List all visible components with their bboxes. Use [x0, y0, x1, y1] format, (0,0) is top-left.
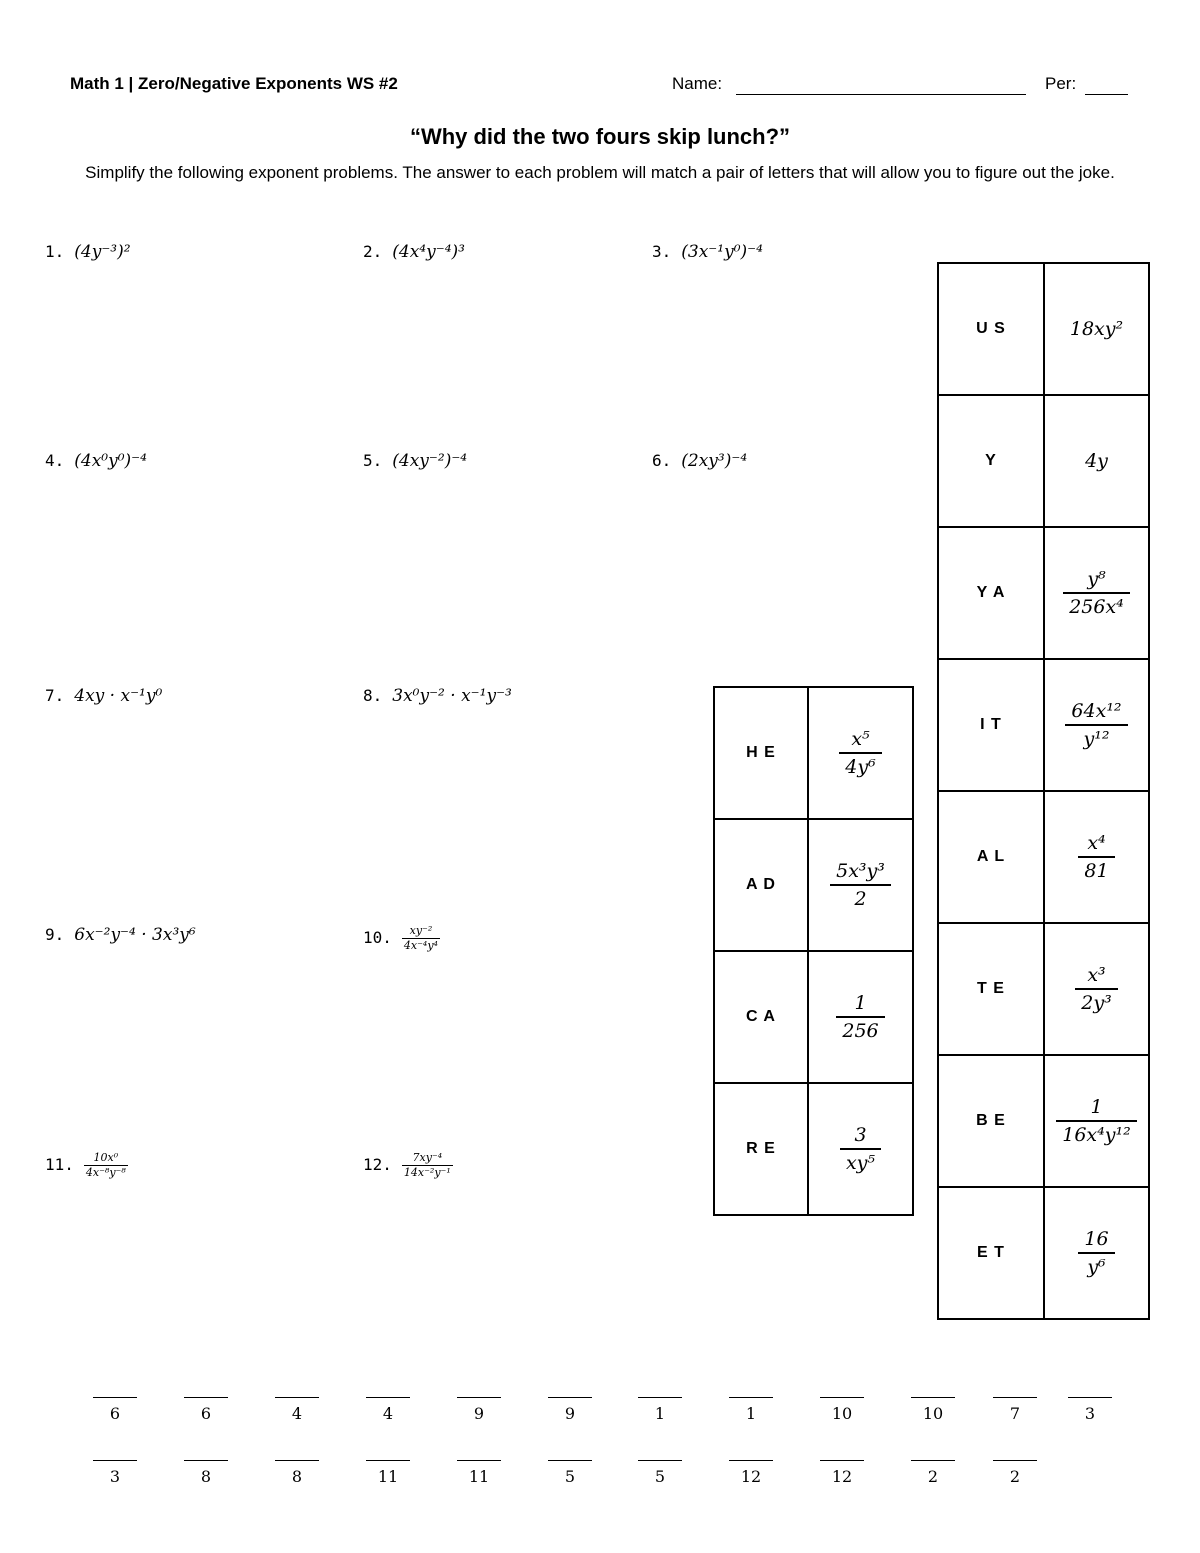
- problem-2: [363, 242, 465, 262]
- problem-fraction: [402, 1152, 453, 1179]
- letter-pair: B E: [938, 1055, 1044, 1187]
- blank-problem-number: 10: [831, 1404, 853, 1423]
- expression-text: 4y: [1085, 450, 1108, 472]
- problem-4: [45, 451, 147, 471]
- problem-1: [45, 242, 131, 262]
- blank-problem-number: 2: [927, 1467, 939, 1486]
- blank-problem-number: 1: [745, 1404, 757, 1423]
- letter-pair: T E: [938, 923, 1044, 1055]
- answer-expression: [808, 819, 913, 951]
- problem-11: [45, 1152, 128, 1179]
- answer-blank[interactable]: [93, 1397, 137, 1423]
- blank-problem-number: 2: [1009, 1467, 1021, 1486]
- fraction-numerator: x³: [1075, 964, 1117, 990]
- instructions: Simplify the following exponent problems. The answer to each problem will match a pair of letters that will allow you to figure out the joke.: [85, 163, 1115, 182]
- letter-pair: I T: [938, 659, 1044, 791]
- period-field-line[interactable]: [1085, 94, 1128, 95]
- fraction-numerator: 1: [1056, 1096, 1136, 1122]
- answer-blank[interactable]: [729, 1460, 773, 1486]
- problem-10: [363, 925, 440, 952]
- problem-number: 8.: [363, 686, 383, 705]
- problem-expression: (4x⁰y⁰)⁻⁴: [74, 451, 147, 471]
- name-field-line[interactable]: [736, 94, 1026, 95]
- fraction-denominator: 4x⁻⁸y⁻⁸: [85, 1166, 126, 1179]
- fraction-numerator: 1: [836, 992, 884, 1018]
- answer-expression: [808, 1083, 913, 1215]
- problem-number: 11.: [45, 1155, 74, 1174]
- letter-pair: U S: [938, 263, 1044, 395]
- blank-problem-number: 12: [831, 1467, 853, 1486]
- answer-blank[interactable]: [820, 1460, 864, 1486]
- blank-problem-number: 6: [109, 1404, 121, 1423]
- problem-number: 10.: [363, 928, 392, 947]
- letter-pair: C A: [714, 951, 808, 1083]
- letter-pair: R E: [714, 1083, 808, 1215]
- problem-3: [652, 242, 763, 262]
- letter-pair: A D: [714, 819, 808, 951]
- fraction-denominator: 14x⁻²y⁻¹: [403, 1166, 451, 1179]
- answer-expression: [1044, 263, 1149, 395]
- blank-problem-number: 6: [200, 1404, 212, 1423]
- letter-pair: A L: [938, 791, 1044, 923]
- answer-blank[interactable]: [993, 1460, 1037, 1486]
- letter-pair: E T: [938, 1187, 1044, 1319]
- fraction-denominator: y⁶: [1087, 1256, 1106, 1278]
- problem-7: [45, 686, 162, 706]
- fraction-numerator: y⁸: [1063, 568, 1130, 594]
- blank-problem-number: 1: [654, 1404, 666, 1423]
- answer-blank[interactable]: [993, 1397, 1037, 1423]
- fraction-denominator: 16x⁴y¹²: [1062, 1124, 1131, 1146]
- problem-number: 12.: [363, 1155, 392, 1174]
- fraction-numerator: 10x⁰: [84, 1152, 128, 1166]
- expression-text: 18xy²: [1069, 318, 1124, 340]
- answer-expression: [808, 687, 913, 819]
- problem-expression: (4x⁴y⁻⁴)³: [392, 242, 465, 262]
- answer-key-table-right: [937, 262, 1150, 1320]
- letter-pair: Y A: [938, 527, 1044, 659]
- fraction-numerator: 3: [840, 1124, 881, 1150]
- problem-6: [652, 451, 747, 471]
- worksheet-title: Math 1 | Zero/Negative Exponents WS #2: [70, 74, 398, 93]
- answer-blank[interactable]: [366, 1460, 410, 1486]
- problem-9: [45, 925, 196, 945]
- problem-expression: (4xy⁻²)⁻⁴: [392, 451, 468, 471]
- problem-expression: (2xy³)⁻⁴: [681, 451, 748, 471]
- answer-expression: [1044, 395, 1149, 527]
- answer-blank[interactable]: [820, 1397, 864, 1423]
- blank-problem-number: 11: [377, 1467, 399, 1486]
- answer-expression: [1044, 1187, 1149, 1319]
- fraction-denominator: 81: [1084, 860, 1109, 882]
- period-label: Per:: [1045, 74, 1077, 93]
- fraction-denominator: 4y⁶: [845, 756, 876, 778]
- joke-question: “Why did the two fours skip lunch?”: [409, 124, 791, 149]
- fraction-denominator: 256x⁴: [1069, 596, 1124, 618]
- problem-expression: (3x⁻¹y⁰)⁻⁴: [681, 242, 763, 262]
- blank-problem-number: 5: [654, 1467, 666, 1486]
- answer-expression: [1044, 659, 1149, 791]
- blank-problem-number: 7: [1009, 1404, 1021, 1423]
- problem-number: 4.: [45, 451, 65, 470]
- answer-blank[interactable]: [366, 1397, 410, 1423]
- answer-expression: [1044, 791, 1149, 923]
- fraction-denominator: 2y³: [1081, 992, 1112, 1014]
- problem-fraction: [84, 1152, 128, 1179]
- problem-expression: (4y⁻³)²: [74, 242, 131, 262]
- answer-blank[interactable]: [275, 1460, 319, 1486]
- answer-blank[interactable]: [548, 1397, 592, 1423]
- fraction-numerator: x⁵: [839, 728, 881, 754]
- problem-expression: 6x⁻²y⁻⁴ · 3x³y⁶: [74, 925, 196, 945]
- problem-expression: 3x⁰y⁻² · x⁻¹y⁻³: [392, 686, 512, 706]
- fraction-denominator: xy⁵: [845, 1152, 876, 1174]
- answer-expression: [1044, 527, 1149, 659]
- fraction-numerator: 64x¹²: [1065, 700, 1127, 726]
- answer-blank[interactable]: [93, 1460, 137, 1486]
- answer-blank[interactable]: [275, 1397, 319, 1423]
- answer-blank[interactable]: [548, 1460, 592, 1486]
- answer-blank[interactable]: [638, 1397, 682, 1423]
- problem-5: [363, 451, 467, 471]
- problem-number: 2.: [363, 242, 383, 261]
- problem-expression: 4xy · x⁻¹y⁰: [74, 686, 163, 706]
- answer-blank[interactable]: [911, 1397, 955, 1423]
- name-label: Name:: [672, 74, 723, 93]
- answer-blank[interactable]: [457, 1397, 501, 1423]
- problem-8: [363, 686, 512, 706]
- fraction-denominator: 2: [854, 888, 867, 910]
- fraction-denominator: y¹²: [1083, 728, 1110, 750]
- answer-blank[interactable]: [184, 1397, 228, 1423]
- blank-problem-number: 10: [922, 1404, 944, 1423]
- fraction-numerator: xy⁻²: [402, 925, 440, 939]
- problem-number: 3.: [652, 242, 672, 261]
- blank-problem-number: 3: [109, 1467, 121, 1486]
- answer-expression: [1044, 923, 1149, 1055]
- answer-blank[interactable]: [911, 1460, 955, 1486]
- answer-blank[interactable]: [638, 1460, 682, 1486]
- answer-expression: [1044, 1055, 1149, 1187]
- blank-problem-number: 4: [382, 1404, 394, 1423]
- fraction-denominator: 256: [842, 1020, 879, 1042]
- problem-12: [363, 1152, 453, 1179]
- blank-problem-number: 8: [200, 1467, 212, 1486]
- fraction-numerator: x⁴: [1078, 832, 1114, 858]
- blank-problem-number: 8: [291, 1467, 303, 1486]
- problem-number: 1.: [45, 242, 65, 261]
- blank-problem-number: 9: [473, 1404, 485, 1423]
- blank-problem-number: 3: [1084, 1404, 1096, 1423]
- problem-number: 9.: [45, 925, 65, 944]
- letter-pair: H E: [714, 687, 808, 819]
- answer-blank[interactable]: [184, 1460, 228, 1486]
- fraction-numerator: 7xy⁻⁴: [402, 1152, 453, 1166]
- blank-problem-number: 5: [564, 1467, 576, 1486]
- fraction-denominator: 4x⁻⁴y⁴: [403, 939, 438, 952]
- letter-pair: Y: [938, 395, 1044, 527]
- problem-number: 6.: [652, 451, 672, 470]
- answer-expression: [808, 951, 913, 1083]
- answer-key-table-left: [713, 686, 914, 1216]
- blank-problem-number: 9: [564, 1404, 576, 1423]
- blank-problem-number: 12: [740, 1467, 762, 1486]
- blank-problem-number: 4: [291, 1404, 303, 1423]
- fraction-numerator: 16: [1078, 1228, 1114, 1254]
- answer-blank[interactable]: [457, 1460, 501, 1486]
- answer-blank[interactable]: [729, 1397, 773, 1423]
- problem-fraction: [402, 925, 440, 952]
- blank-problem-number: 11: [468, 1467, 490, 1486]
- problem-number: 7.: [45, 686, 65, 705]
- fraction-numerator: 5x³y³: [830, 860, 891, 886]
- problem-number: 5.: [363, 451, 383, 470]
- answer-blank[interactable]: [1068, 1397, 1112, 1423]
